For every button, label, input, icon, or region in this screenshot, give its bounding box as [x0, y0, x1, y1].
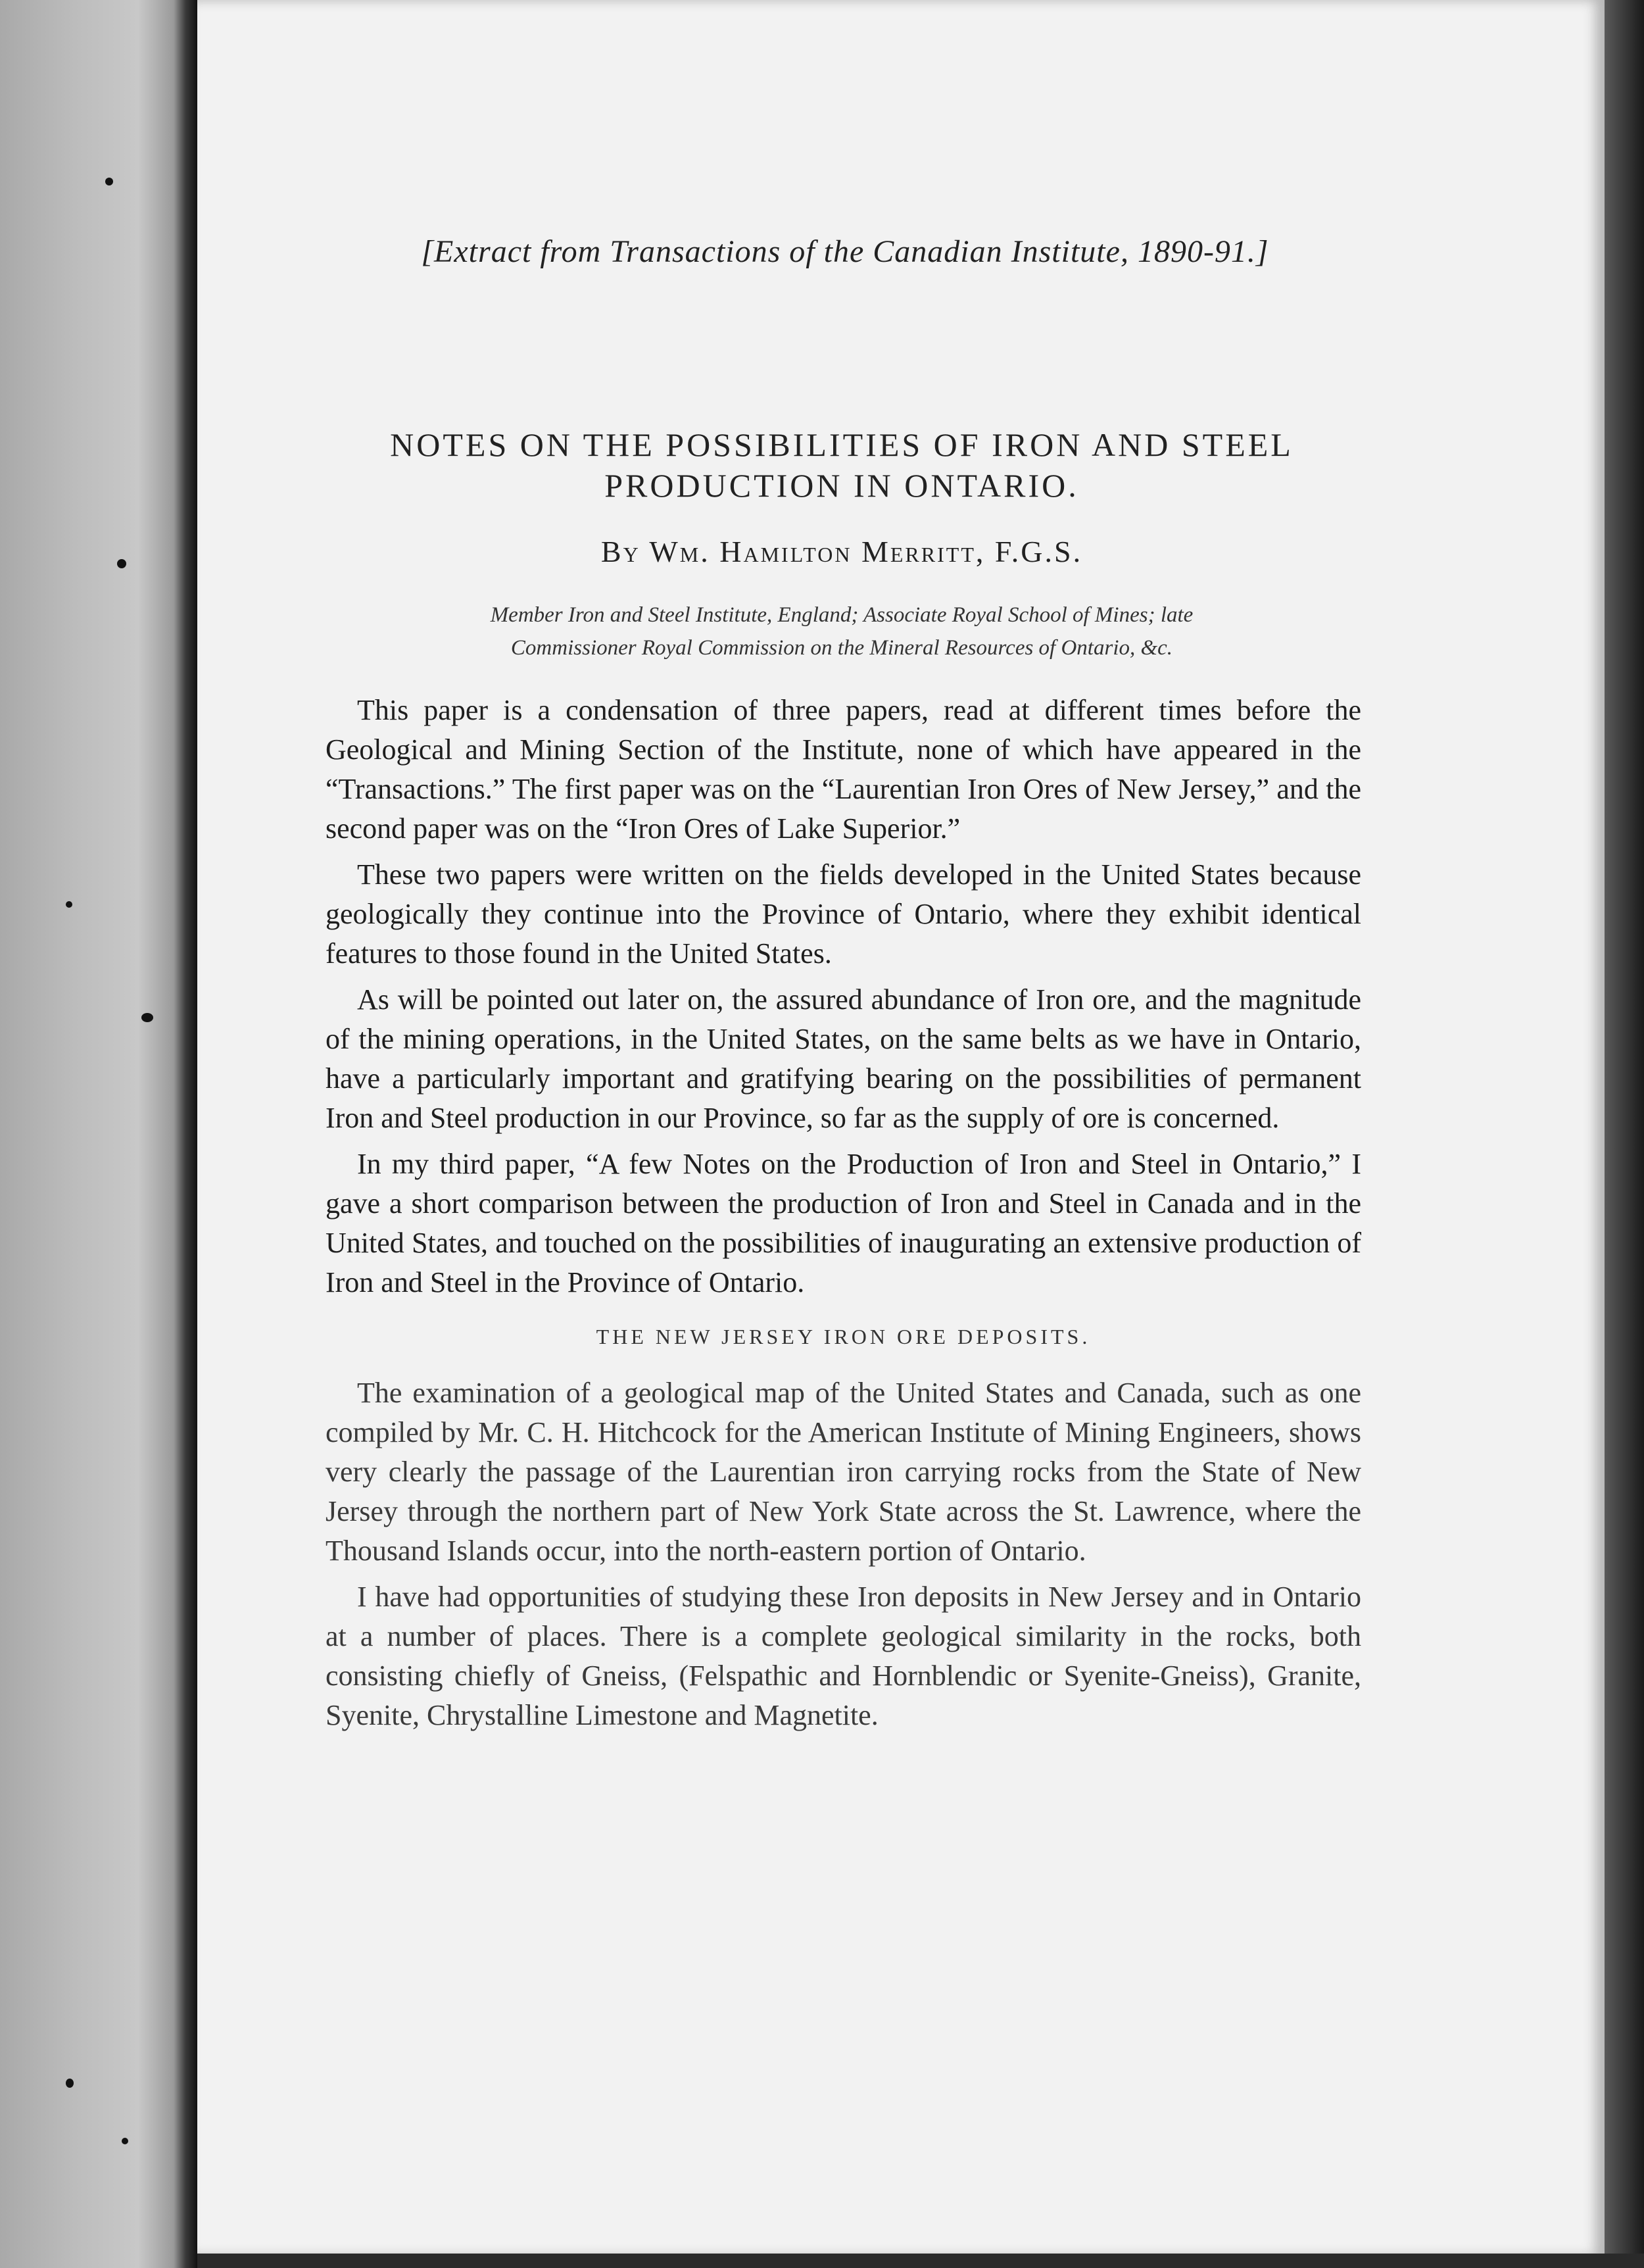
page-right-shadow [1605, 0, 1644, 2268]
article-title [309, 424, 1374, 506]
affiliation-line-2: Commissioner Royal Commission on the Mineral Resources of Ontario, &c. [510, 636, 1173, 660]
extract-header: [Extract from Transactions of the Canadian Institute, 1890-91.] [421, 234, 1269, 269]
scan-speck [66, 901, 72, 908]
section-heading: THE NEW JERSEY IRON ORE DEPOSITS. [596, 1325, 1091, 1348]
paragraph: This paper is a condensation of three papers, read at different times before the Geological and Mining Section of the Institute, none of which have appeared in the “Transactions.” The first paper was on the “Laurentian Iron Ores of New Jersey,” and the second paper was on the “Iron Ores of Lake Superior.” [326, 694, 1361, 845]
page-bottom-shadow [197, 2254, 1644, 2268]
scan-speck [141, 1013, 153, 1022]
scan-speck [105, 178, 113, 185]
paragraph: These two papers were written on the fields developed in the United States because geologically they continue into the Province of Ontario, where they exhibit identical features to those found in the United States. [326, 858, 1361, 970]
affiliation-line-1: Member Iron and Steel Institute, England; Associate Royal School of Mines; late [490, 603, 1194, 627]
title-line-1: NOTES ON THE POSSIBILITIES OF IRON AND STEEL [390, 426, 1293, 463]
author-affiliation [368, 599, 1315, 664]
article-body [326, 691, 1361, 1742]
scan-speck [66, 2079, 74, 2088]
title-line-2: PRODUCTION IN ONTARIO. [604, 467, 1079, 504]
author-byline: By Wm. Hamilton Merritt, F.G.S. [600, 535, 1083, 568]
scan-speck [117, 559, 126, 568]
book-binding-edge [0, 0, 197, 2268]
paragraph: As will be pointed out later on, the assured abundance of Iron ore, and the magnitude of the mining operations, in the United States, on the same belts as we have in Ontario, have a particularly important and gratifying bearing on the possibilities of permanent Iron and Steel production in our Province, so far as the supply of ore is concerned. [326, 983, 1361, 1134]
scan-speck [122, 2138, 128, 2144]
paragraph: The examination of a geological map of the United States and Canada, such as one compiled by Mr. C. H. Hitchcock for the American Institute of Mining Engineers, shows very clearly the passage of the Laurentian iron carrying rocks from the State of New Jersey through the northern part of New York State across the St. Lawrence, where the Thousand Islands occur, into the north-eastern portion of Ontario. [326, 1377, 1361, 1567]
paragraph: In my third paper, “A few Notes on the Production of Iron and Steel in Ontario,” I gave a short comparison between the production of Iron and Steel in Canada and in the United States, and touched on the possibilities of inaugurating an extensive production of Iron and Steel in the Province of Ontario. [326, 1148, 1361, 1298]
paragraph: I have had opportunities of studying these Iron deposits in New Jersey and in Ontario at a number of places. There is a complete geological similarity in the rocks, both consisting chiefly of Gneiss, (Felspathic and Hornblendic or Syenite-Gneiss), Granite, Syenite, Chrystalline Limestone and Magnetite. [326, 1581, 1361, 1731]
